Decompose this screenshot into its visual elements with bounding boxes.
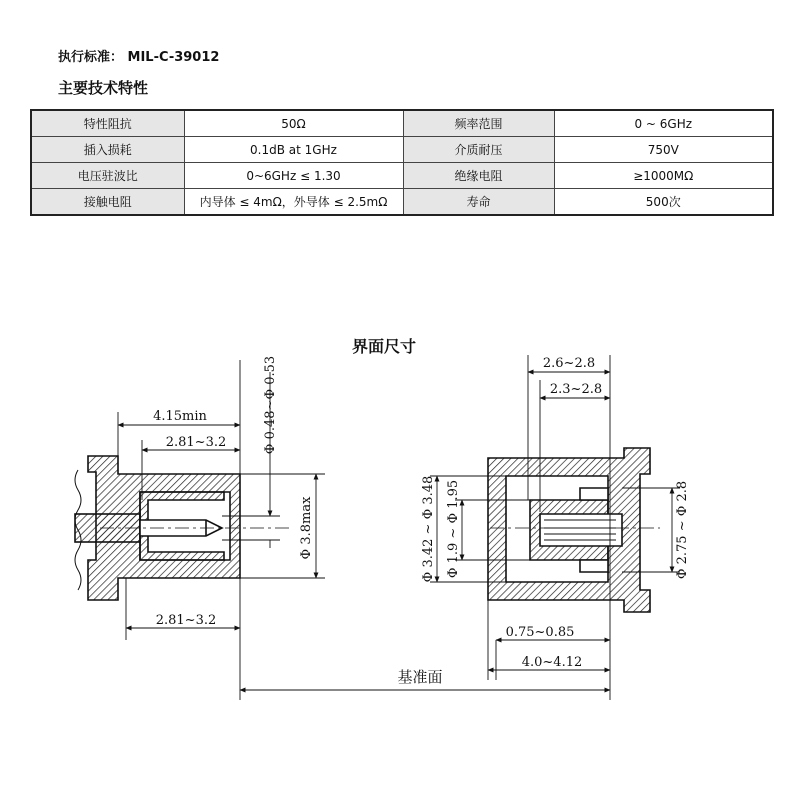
spec-label: 绝缘电阻 [403,163,554,189]
spec-value: 750V [554,137,773,163]
spec-label: 介质耐压 [403,137,554,163]
spec-value: 0.1dB at 1GHz [184,137,403,163]
pin-recess-top-dim: 2.81~3.2 [165,435,227,450]
spec-value: 500次 [554,189,773,216]
overall-depth-dim: 4.0~4.12 [521,655,583,670]
depth-outer-dim: 2.6~2.8 [542,356,596,371]
pin-recess-bottom-dim: 2.81~3.2 [155,613,217,628]
contact-bore-dim: Φ 1.9 ~ Φ 1.95 [446,479,461,579]
spec-value: 0~6GHz ≤ 1.30 [184,163,403,189]
reference-plane-label: 基准面 [397,668,443,686]
spec-value: 50Ω [184,110,403,137]
spec-value: 内导体 ≤ 4mΩ，外导体 ≤ 2.5mΩ [184,189,403,216]
spec-label: 接触电阻 [31,189,184,216]
spec-label: 频率范围 [403,110,554,137]
standard-line: 执行标准： MIL-C-39012 [58,50,220,65]
spec-label: 特性阻抗 [31,110,184,137]
spec-value: ≥1000MΩ [554,163,773,189]
drawing-title: 界面尺寸 [351,337,417,356]
jack-connector [488,448,650,612]
outer-bore-dim: Φ 3.42 ~ Φ 3.48 [421,475,436,583]
depth-inner-dim: 2.3~2.8 [549,382,603,397]
pin-diameter-dim: Φ 0.48~Φ 0.53 [263,355,278,455]
section-title: 主要技术特性 [58,79,149,97]
spec-label: 插入损耗 [31,137,184,163]
spec-value: 0 ~ 6GHz [554,110,773,137]
spec-label: 电压驻波比 [31,163,184,189]
body-diameter-dim: Φ 3.8max [299,496,314,560]
contact-offset-dim: 0.75~0.85 [505,625,575,640]
outer-diameter-dim: Φ 2.75 ~ Φ 2.8 [675,480,690,580]
spec-label: 寿命 [403,189,554,216]
pin-length-dim: 4.15min [153,409,207,424]
